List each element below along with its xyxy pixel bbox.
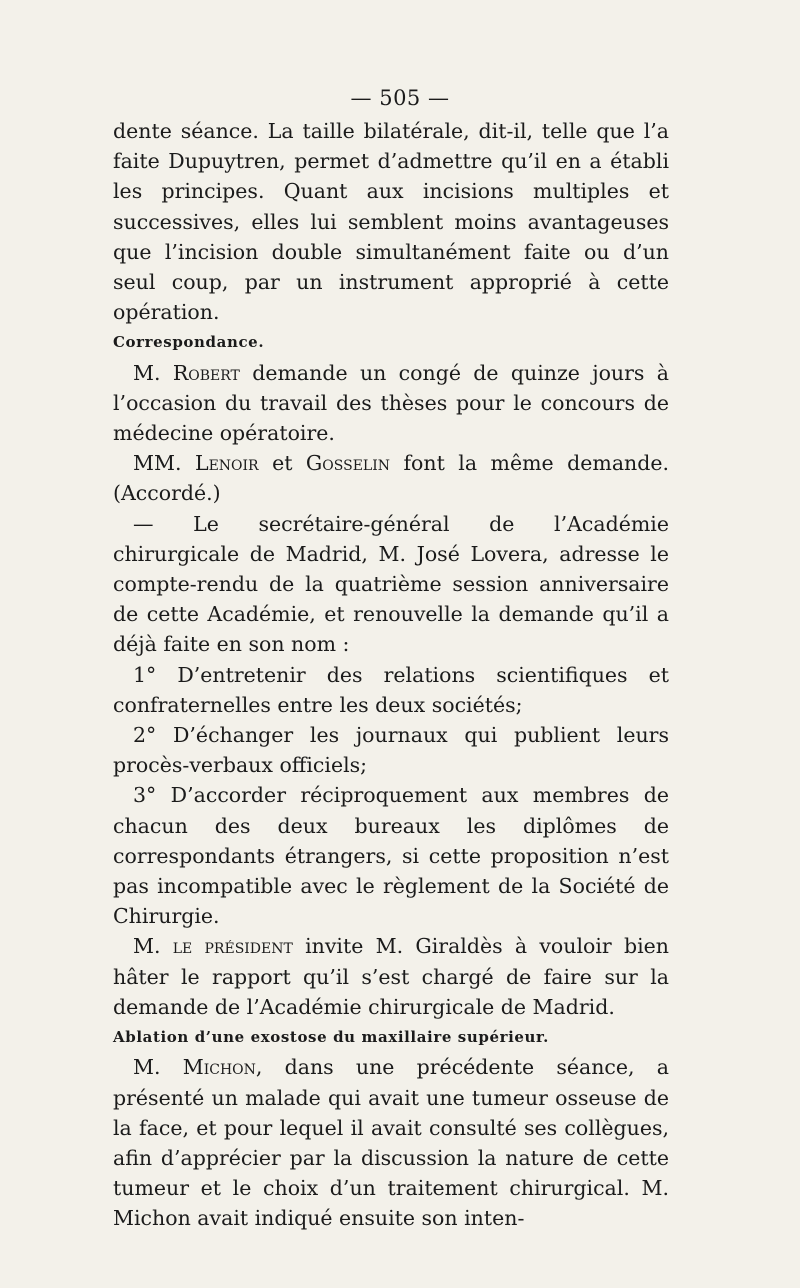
prefix: M. [133,934,173,959]
page-number: — 505 — [350,86,450,110]
paragraph-item-3: 3° D’accorder réciproquement aux membres de chacun des deux bureaux les diplômes de correspondants étrangers, si cette proposition n’est pas incompatible avec le règlement de la Société de Chirurgie. [113,783,669,929]
paragraph-president [113,931,669,1022]
paragraph-robert [113,358,669,449]
section-heading-ablation: Ablation d’une exostose du maxillaire supérieur. [113,1028,549,1047]
paragraph-item-1: 1° D’entretenir des relations scientifiques et confraternelles entre les deux sociétés; [113,662,669,717]
paragraph-text: font la même demande. (Accordé.) [113,451,670,506]
person-name: Gosselin [305,451,390,476]
paragraph-text: demande un congé de quinze jours à l’occasion du travail des thèses pour le concours de médecine opératoire. [113,360,669,446]
paragraph-text: invite M. Giraldès à vouloir bien hâter le rapport qu’il s’est chargé de faire sur la demande de l’Académie chirurgicale de Madrid. [113,934,669,1019]
prefix: M. [133,1055,183,1080]
paragraph-madrid-academy: — Le secrétaire-général de l’Académie chirurgicale de Madrid, M. José Lovera, adresse le compte-rendu de la quatrième session anniversaire de cette Académie, et renouvelle la demande qu’il a déjà faite en son nom : [113,511,669,657]
person-name: Robert [172,360,240,385]
paragraph-text: , dans une précédente séance, a présenté un malade qui avait une tumeur osseuse de la face, et pour lequel il avait consulté ses collègues, afin d’apprécier par la discussion la nature de cette tumeur et le choix d’un traitement chirurgical. M. Michon avait indiqué ensuite son inten- [113,1055,669,1231]
paragraph-michon [113,1052,669,1233]
person-name: le président [172,934,293,959]
conjunction: et [258,451,306,476]
section-heading-correspondance: Correspondance. [113,333,265,352]
person-name: Lenoir [194,451,259,476]
prefix: M. [133,360,173,385]
paragraph-continuation: dente séance. La taille bilatérale, dit-il, telle que l’a faite Dupuytren, permet d’admettre qu’il en a établi les principes. Quant aux incisions multiples et successives, elles lui semblent moins avantageuses que l’incision double simultanément faite ou d’un seul coup, par un instrument approprié à cette opération. [113,119,669,325]
prefix: MM. [133,451,195,476]
paragraph-lenoir-gosselin [113,448,669,508]
person-name: Michon [182,1055,256,1080]
page-body [113,116,669,1234]
paragraph-item-2: 2° D’échanger les journaux qui publient leurs procès-verbaux officiels; [113,723,669,778]
